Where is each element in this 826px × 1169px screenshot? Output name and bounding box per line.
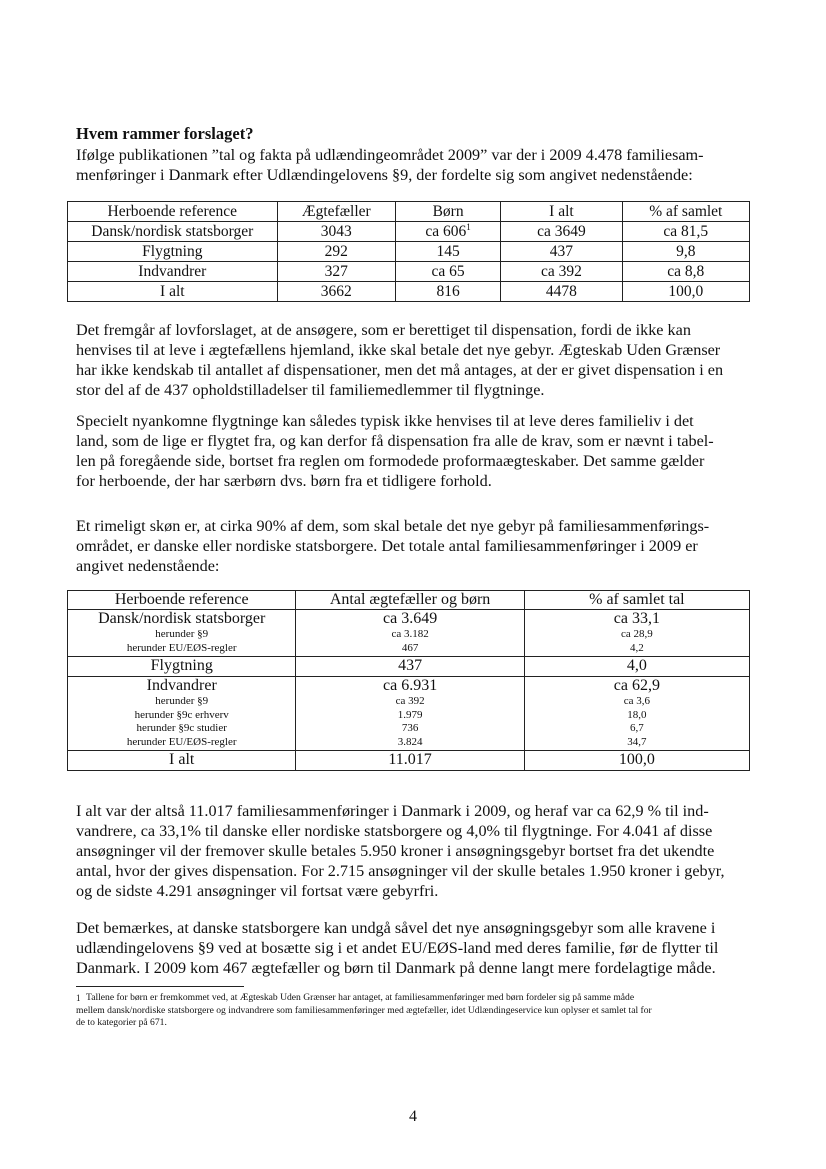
- table-row: [68, 282, 750, 302]
- text-line: de to kategorier på 671.: [76, 1017, 167, 1028]
- row-main-value: ca 62,9: [613, 677, 660, 694]
- table-cell-total: [501, 262, 622, 282]
- text-line: ansøgninger vil der fremover skulle betales 5.950 kroner i ansøgningsgebyr bortset fra det ukendte: [76, 842, 715, 860]
- table-cell-spouses: [277, 262, 395, 282]
- table-cell-children: [395, 242, 500, 262]
- footnote-text: [76, 992, 756, 1030]
- text-line: menføringer i Danmark efter Udlændingelovens §9, der fordelte sig som angivet nedenstående:: [76, 166, 693, 184]
- table-cell-pct: [622, 282, 749, 302]
- table-cell-ref: [68, 677, 296, 751]
- cell-value: 145: [436, 243, 460, 260]
- cell-value: ca 3649: [537, 223, 586, 240]
- footnote: [76, 992, 756, 1030]
- table-cell-children: [395, 282, 500, 302]
- text-line: angivet nedenstående:: [76, 557, 220, 575]
- row-sub-value: ca 3,6: [623, 695, 650, 707]
- table-cell-ref: [68, 282, 278, 302]
- cell-value: ca 606: [425, 223, 467, 240]
- cell-value: ca 392: [540, 263, 582, 280]
- cell-value: ca 81,5: [663, 223, 709, 240]
- row-main-value: 100,0: [618, 751, 655, 768]
- table-row: [68, 751, 750, 771]
- table-cell-ref: [68, 751, 296, 771]
- text-line: for herboende, der har særbørn dvs. børn fra et tidligere forhold.: [76, 472, 492, 490]
- cell-value: 327: [324, 263, 348, 280]
- text-line: I alt var der altså 11.017 familiesammenføringer i Danmark i 2009, og heraf var ca 62,9 % til ind-: [76, 802, 709, 820]
- text-line: Et rimeligt skøn er, at cirka 90% af dem, som skal betale det nye gebyr på familiesammenførings-: [76, 517, 710, 535]
- table-row: [68, 222, 750, 242]
- text-line: Det bemærkes, at danske statsborgere kan undgå såvel det nye ansøgningsgebyr som alle kravene i: [76, 919, 716, 937]
- footnote-reference: 1: [466, 221, 471, 232]
- cell-value: 9,8: [676, 243, 696, 260]
- row-sub-value: 18,0: [627, 708, 647, 721]
- table-cell-pct: [524, 751, 749, 771]
- column-header: Antal ægtefæller og børn: [296, 591, 524, 610]
- paragraph-estimate: [76, 516, 761, 576]
- row-sub-value: 6,7: [630, 722, 644, 734]
- column-header: Herboende reference: [68, 591, 296, 610]
- row-sub-value: 736: [401, 722, 419, 734]
- family-reunification-table-2009-total: [67, 590, 750, 771]
- row-main-value: 11.017: [388, 751, 432, 768]
- cell-value: 292: [324, 243, 348, 260]
- column-header: % af samlet: [622, 202, 749, 222]
- table-cell-count: [296, 610, 524, 657]
- table-cell-count: [296, 677, 524, 751]
- cell-value: 3043: [320, 223, 352, 240]
- table-cell-total: [501, 242, 622, 262]
- row-main-value: ca 6.931: [382, 677, 438, 694]
- table-cell-ref: [68, 242, 278, 262]
- row-main-value: I alt: [169, 751, 195, 768]
- table-header-row: [68, 591, 750, 610]
- cell-value: Dansk/nordisk statsborger: [91, 223, 254, 240]
- table-cell-total: [501, 282, 622, 302]
- text-line: antal, hvor der gives dispensation. For 2.715 ansøgninger vil der skulle betales 1.950 kroner i gebyr,: [76, 862, 725, 880]
- table-cell-spouses: [277, 222, 395, 242]
- table-cell-children: [395, 262, 500, 282]
- table-cell-total: [501, 222, 622, 242]
- text-line: henvises til at leve i ægtefællens hjemland, ikke skal betale det nye gebyr. Ægteskab Uden Grænser: [76, 341, 721, 359]
- text-line: har ikke kendskab til antallet af dispensationer, men det må antages, at der er givet dispensation i en: [76, 361, 724, 379]
- row-sub-value: herunder §9: [155, 695, 209, 707]
- family-reunification-table-2009-section9: [67, 201, 750, 302]
- footnote-divider: [76, 986, 244, 987]
- table-cell-count: [296, 751, 524, 771]
- text-line: Specielt nyankomne flygtninge kan således typisk ikke henvises til at leve deres familieliv i det: [76, 412, 694, 430]
- cell-value: 100,0: [668, 283, 704, 300]
- table-row: [68, 657, 750, 677]
- row-sub-value: 4,2: [630, 641, 644, 654]
- text-line: udlændingelovens §9 ved at bosætte sig i et andet EU/EØS-land med deres familie, før de flytter til: [76, 939, 719, 957]
- table-cell-ref: [68, 262, 278, 282]
- text-line: Ifølge publikationen ”tal og fakta på udlændingeområdet 2009” var der i 2009 4.478 familiesam-: [76, 146, 704, 164]
- cell-value: 4478: [545, 283, 577, 300]
- text-line: vandrere, ca 33,1% til danske eller nordiske statsborgere og 4,0% til flygtninge. For 4.041 af disse: [76, 822, 713, 840]
- row-sub-value: herunder §9: [155, 628, 209, 640]
- table-row: [68, 262, 750, 282]
- cell-value: Indvandrer: [138, 263, 207, 280]
- table-cell-pct: [622, 222, 749, 242]
- row-main-value: ca 3.649: [382, 610, 438, 627]
- row-main-value: Dansk/nordisk statsborger: [98, 610, 266, 627]
- table-cell-pct: [622, 262, 749, 282]
- text-line: land, som de lige er flygtet fra, og kan derfor få dispensation fra alle de krav, som er nævnt i tabel-: [76, 432, 714, 450]
- row-main-value: ca 33,1: [613, 610, 660, 627]
- table-row: [68, 610, 750, 657]
- table-cell-count: [296, 657, 524, 677]
- row-sub-value: ca 392: [395, 695, 425, 707]
- paragraph-summary: [76, 801, 761, 901]
- row-main-value: Indvandrer: [146, 677, 217, 694]
- cell-value: 3662: [320, 283, 352, 300]
- footnote-mark: 1: [76, 993, 81, 1003]
- row-sub-value: 34,7: [627, 735, 647, 748]
- cell-value: ca 65: [431, 263, 465, 280]
- row-main-value: 4,0: [626, 657, 647, 674]
- section-heading: Hvem rammer forslaget?: [76, 124, 254, 143]
- cell-value: 437: [549, 243, 574, 260]
- paragraph-eu-route: [76, 918, 761, 978]
- row-sub-value: herunder EU/EØS-regler: [126, 641, 237, 654]
- page-number: 4: [409, 1108, 417, 1125]
- text-line: og de sidste 4.291 ansøgninger vil fortsat være gebyrfri.: [76, 882, 439, 900]
- column-header: Børn: [395, 202, 500, 222]
- table-header-row: [68, 202, 750, 222]
- table-cell-pct: [622, 242, 749, 262]
- row-sub-value: 1.979: [397, 708, 423, 721]
- text-line: stor del af de 437 opholdstilladelser til familiemedlemmer til flygtninge.: [76, 381, 545, 399]
- table-cell-pct: [524, 610, 749, 657]
- cell-value: I alt: [160, 283, 185, 300]
- row-sub-value: ca 3.182: [391, 628, 429, 640]
- column-header: Ægtefæller: [277, 202, 395, 222]
- table-cell-ref: [68, 610, 296, 657]
- row-sub-value: 467: [401, 641, 419, 654]
- table-cell-pct: [524, 677, 749, 751]
- row-main-value: 437: [398, 657, 423, 674]
- row-sub-value: herunder EU/EØS-regler: [126, 735, 237, 748]
- table-cell-spouses: [277, 242, 395, 262]
- row-sub-value: herunder §9c studier: [136, 722, 227, 734]
- text-line: området, er danske eller nordiske statsborgere. Det totale antal familiesammenføringer i 2009 er: [76, 537, 698, 555]
- column-header: % af samlet tal: [524, 591, 749, 610]
- table-row: [68, 677, 750, 751]
- table-cell-pct: [524, 657, 749, 677]
- row-sub-value: herunder §9c erhverv: [134, 708, 229, 721]
- table-cell-ref: [68, 657, 296, 677]
- table-cell-children: [395, 222, 500, 242]
- cell-value: 816: [436, 283, 460, 300]
- cell-value: ca 8,8: [667, 263, 705, 280]
- text-line: len på foregående side, bortset fra reglen om formodede proformaægteskaber. Det samme gælder: [76, 452, 705, 470]
- column-header: I alt: [501, 202, 622, 222]
- text-line: Tallene for børn er fremkommet ved, at Ægteskab Uden Grænser har antaget, at familiesammenføringer med børn fordeler sig på samme måde: [86, 992, 635, 1003]
- row-sub-value: ca 28,9: [620, 628, 653, 640]
- row-sub-value: 3.824: [397, 735, 423, 748]
- intro-paragraph: [76, 145, 761, 185]
- column-header: Herboende reference: [68, 202, 278, 222]
- text-line: mellem dansk/nordiske statsborgere og indvandrere som familiesammenføringer med ægtefæller, idet Udlændingeservice kun oplyser et samlet tal for: [76, 1004, 652, 1016]
- text-line: Det fremgår af lovforslaget, at de ansøgere, som er berettiget til dispensation, fordi de ikke kan: [76, 321, 691, 339]
- row-main-value: Flygtning: [150, 657, 213, 674]
- paragraph-refugees: [76, 411, 761, 491]
- table-cell-spouses: [277, 282, 395, 302]
- cell-value: Flygtning: [142, 243, 203, 260]
- text-line: Danmark. I 2009 kom 467 ægtefæller og børn til Danmark på denne langt mere fordelagtige måde.: [76, 959, 716, 977]
- table-cell-ref: [68, 222, 278, 242]
- paragraph-dispensation: [76, 320, 761, 400]
- table-row: [68, 242, 750, 262]
